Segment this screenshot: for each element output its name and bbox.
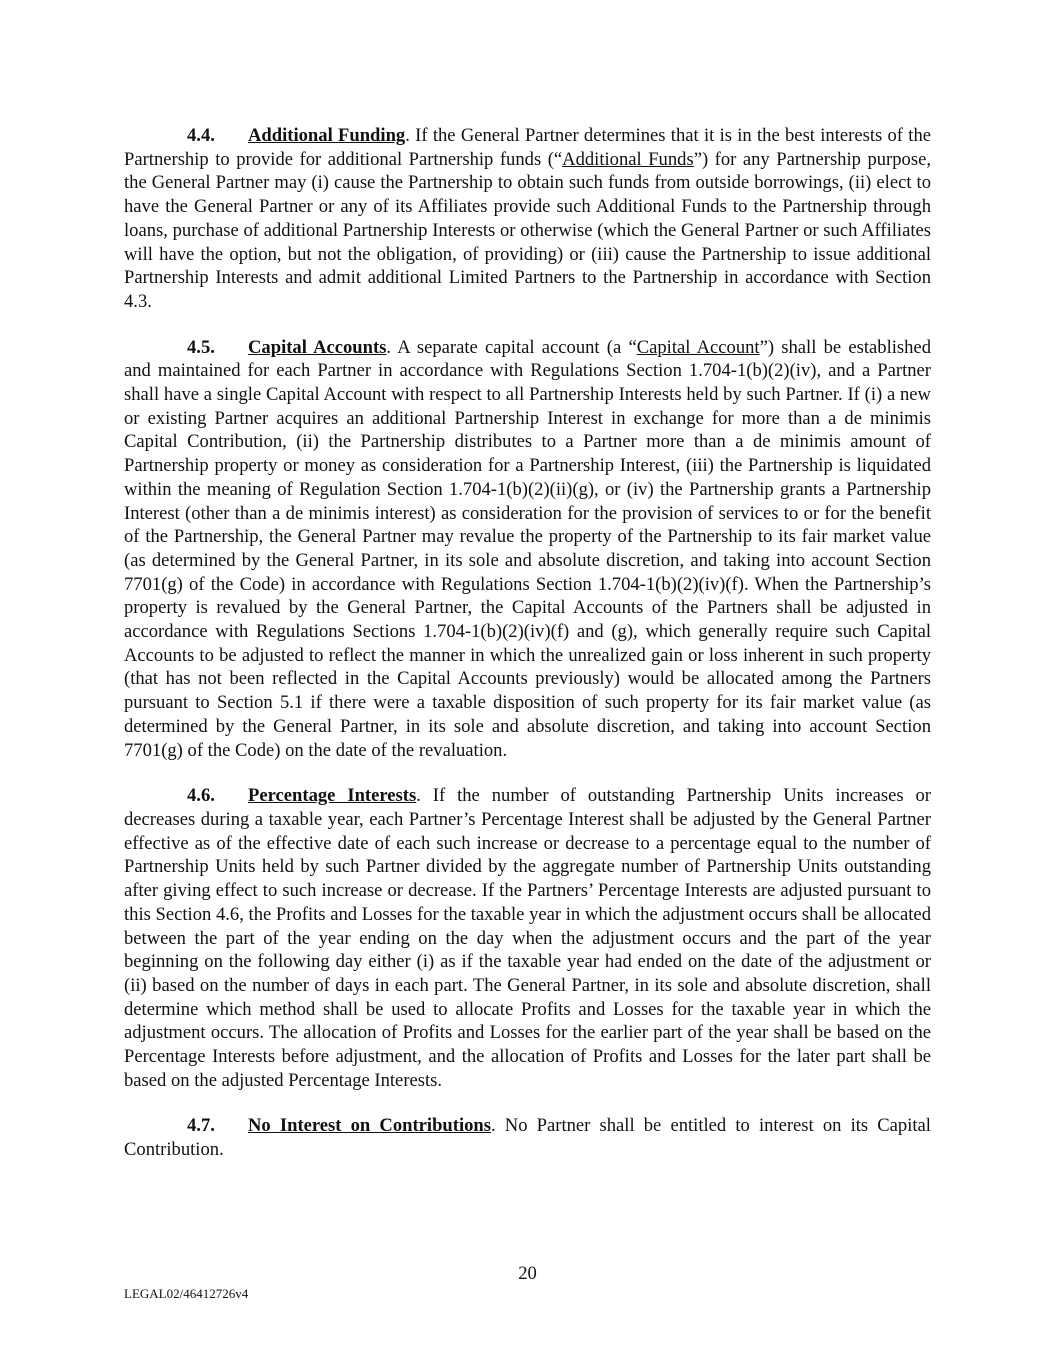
defined-term: Capital Account: [636, 336, 760, 358]
section-number: 4.5.: [187, 336, 215, 358]
section-body: . If the number of outstanding Partnership Units increases or decreases during a taxable year, each Partner’s Percentage Interest shall be adjusted by the General Partner effective as of the effective date of each such increase or decrease to a percentage equal to the number of Partnership Units held by such Partner divided by the aggregate number of Partnership Units outstanding after giving effect to such increase or decrease. If the Partners’ Percentage Interests are adjusted pursuant to this Section 4.6, the Profits and Losses for the taxable year in which the adjustment occurs shall be allocated between the part of the year ending on the day when the adjustment occurs and the part of the year beginning on the following day either (i) as if the taxable year had ended on the date of the adjustment or (ii) based on the number of days in each part. The General Partner, in its sole and absolute discretion, shall determine which method shall be used to allocate Profits and Losses for the taxable year in which the adjustment occurs. The allocation of Profits and Losses for the earlier part of the year shall be based on the Percentage Interests before adjustment, and the allocation of Profits and Losses for the later part shall be based on the adjusted Percentage Interests.: [124, 785, 931, 1091]
section-heading: Additional Funding: [248, 125, 406, 146]
defined-term: Additional Funds: [562, 148, 694, 170]
section-heading: Capital Accounts: [248, 336, 387, 358]
section-4-5: [124, 336, 931, 763]
section-body: . No Partner shall be entitled to interest on its Capital Contribution.: [124, 1115, 931, 1161]
section-number: 4.6.: [187, 785, 215, 807]
document-id: LEGAL02/46412726v4: [124, 1286, 249, 1301]
page-number: 20: [518, 1263, 537, 1284]
document-page: [124, 124, 931, 1184]
section-number: 4.4.: [187, 125, 215, 146]
section-intro: . A separate capital account (a “: [386, 336, 637, 358]
section-intro: . If the General Partner determines that it is in the best interests of the Partnership to provide for additional Partnership funds (“: [124, 125, 931, 170]
section-body: ”) shall be established and maintained for each Partner in accordance with Regulations Section 1.704-1(b)(2)(iv), and a Partner shall have a single Capital Account with respect to all Partnership Interests held by such Partner. If (i) a new or existing Partner acquires an additional Partnership Interest in exchange for more than a de minimis Capital Contribution, (ii) the Partnership distributes to a Partner more than a de minimis amount of Partnership property or money as consideration for a Partnership Interest, (iii) the Partnership is liquidated within the meaning of Regulation Section 1.704-1(b)(2)(ii)(g), or (iv) the Partnership grants a Partnership Interest (other than a de minimis interest) as consideration for the provision of services to or for the benefit of the Partnership, the General Partner may revalue the property of the Partnership to its fair market value (as determined by the General Partner, in its sole and absolute discretion, and taking into account Section 7701(g) of the Code) in accordance with Regulations Section 1.704-1(b)(2)(iv)(f). When the Partnership’s property is revalued by the General Partner, the Capital Accounts of the Partners shall be adjusted in accordance with Regulations Sections 1.704-1(b)(2)(iv)(f) and (g), which generally require such Capital Accounts to be adjusted to reflect the manner in which the unrealized gain or loss inherent in such property (that has not been reflected in the Capital Accounts previously) would be allocated among the Partners pursuant to Section 5.1 if there were a taxable disposition of such property for its fair market value (as determined by the General Partner, in its sole and absolute discretion, and taking into account Section 7701(g) of the Code) on the date of the revaluation.: [124, 336, 931, 761]
section-4-6: [124, 784, 931, 1092]
section-heading: Percentage Interests: [248, 785, 417, 807]
section-heading: No Interest on Contributions: [248, 1115, 491, 1137]
section-number: 4.7.: [187, 1115, 215, 1137]
section-4-4: [124, 124, 931, 314]
section-4-7: [124, 1114, 931, 1161]
section-body: ”) for any Partnership purpose, the General Partner may (i) cause the Partnership to obtain such funds from outside borrowings, (ii) elect to have the General Partner or any of its Affiliates provide such Additional Funds to the Partnership through loans, purchase of additional Partnership Interests or otherwise (which the General Partner or such Affiliates will have the option, but not the obligation, of providing) or (iii) cause the Partnership to issue additional Partnership Interests and admit additional Limited Partners to the Partnership in accordance with Section 4.3.: [124, 148, 931, 312]
